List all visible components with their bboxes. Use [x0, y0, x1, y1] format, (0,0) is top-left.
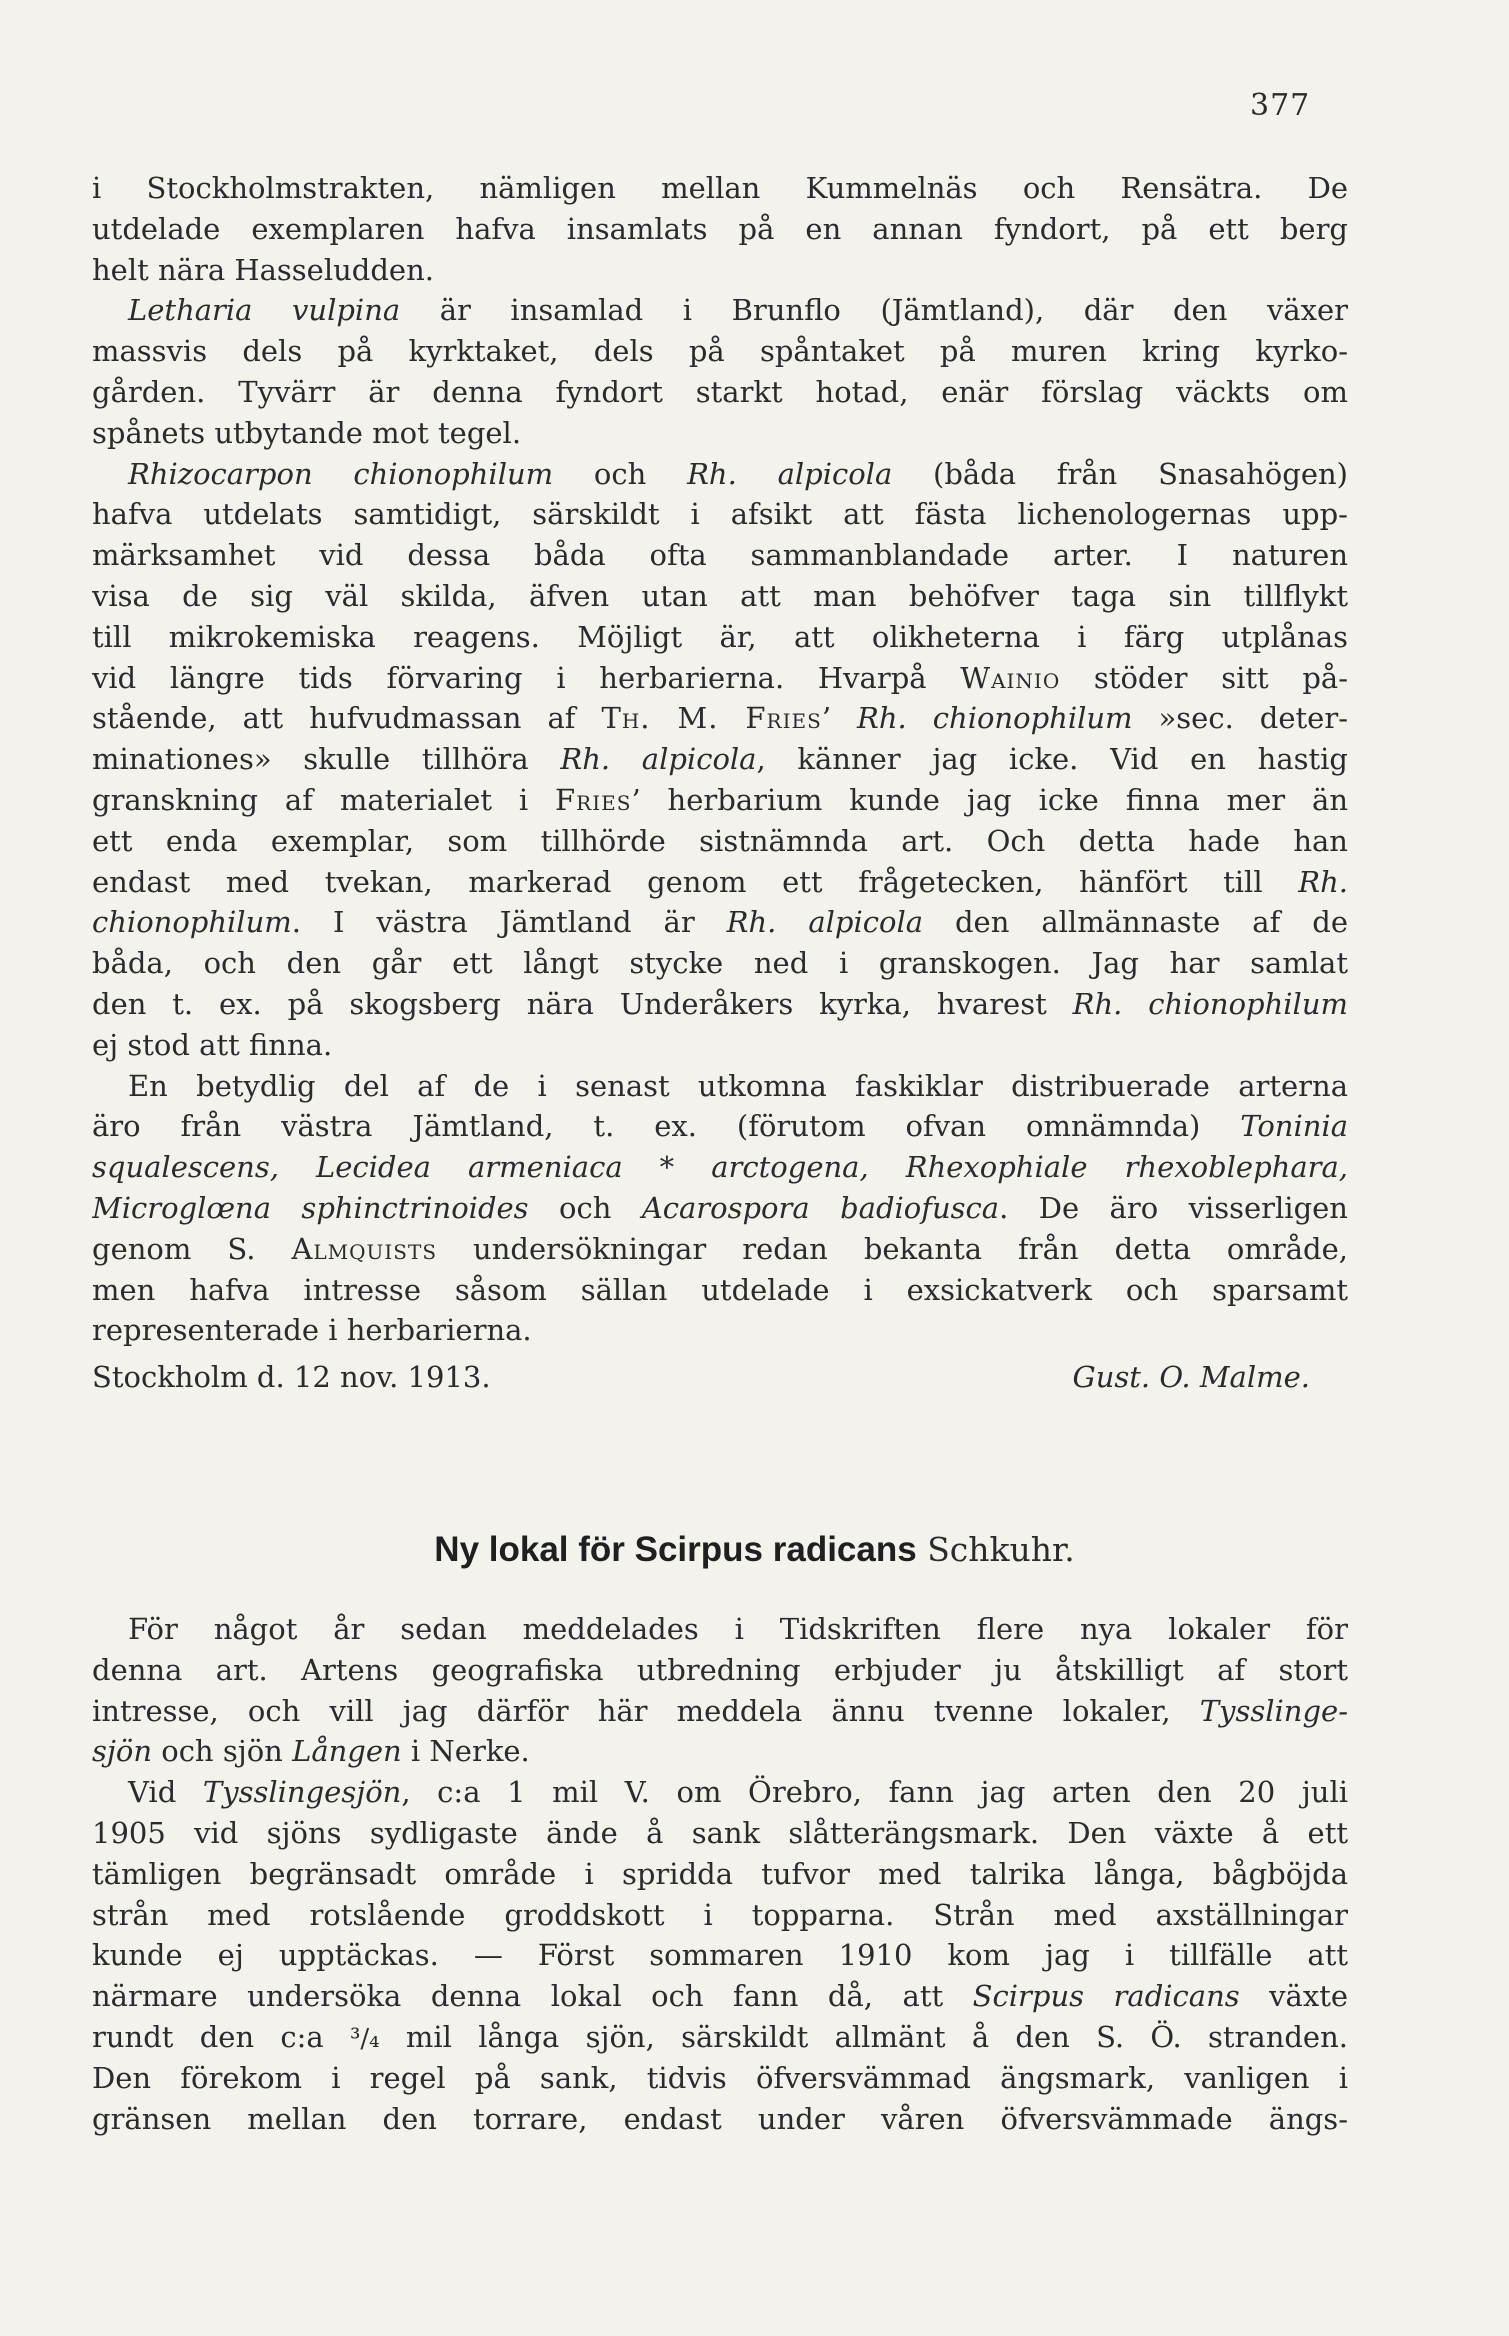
text-run: och sjön [152, 1734, 293, 1769]
text-line [92, 1976, 1348, 2017]
text-run: genom S. [92, 1231, 292, 1266]
text-run: ett enda exemplar, som tillhörde sistnämnda art. Och detta hade han [92, 823, 1348, 858]
italic-text: Rh. chionophilum [1072, 986, 1348, 1021]
text-line [92, 331, 1348, 372]
italic-text: Toninia [1240, 1109, 1348, 1144]
text-run: utdelade exemplaren hafva insamlats på en annan fyndort, på ett berg [92, 211, 1348, 246]
fraction: ³/₄ [349, 2023, 380, 2054]
text-run: helt nära Hasseludden. [92, 252, 434, 287]
text-run: märksamhet vid dessa båda ofta sammanblandade arter. I naturen [92, 538, 1348, 573]
text-run: och [528, 1190, 642, 1225]
text-run: Vid [128, 1775, 203, 1810]
text-line [92, 1772, 1348, 1813]
text-line [92, 290, 1348, 331]
text-line [92, 1310, 1348, 1351]
text-run: En betydlig del af de i senast utkomna faskiklar distribuerade arterna [128, 1068, 1348, 1103]
text-line [92, 576, 1348, 617]
text-run: växte [1239, 1979, 1348, 2014]
italic-text: Rh. alpicola [726, 905, 924, 940]
text-line [92, 780, 1348, 821]
text-run: i Stockholmstrakten, nämligen mellan Kummelnäs och Rensätra. De [92, 171, 1348, 205]
italic-text: Scirpus radicans [972, 1979, 1240, 2014]
text-run: visa de sig väl skilda, äfven utan att man behöfver taga sin tillflykt [92, 578, 1348, 613]
text-run: 1905 vid sjöns sydligaste ände å sank slåtterängsmark. Den växte å ett [92, 1815, 1348, 1850]
italic-text: Lången [292, 1734, 402, 1769]
text-line [92, 1691, 1348, 1732]
text-line [92, 454, 1348, 495]
small-caps-name: Wainio [960, 660, 1061, 695]
text-line [92, 658, 1348, 699]
text-run: äro från västra Jämtland, t. ex. (förutom ofvan omnämnda) [92, 1109, 1241, 1144]
text-line [92, 1229, 1348, 1270]
text-line [92, 2017, 1348, 2058]
text-run: gården. Tyvärr är denna fyndort starkt hotad, enär förslag väckts om [92, 374, 1348, 409]
small-caps-name: Fries [555, 782, 632, 817]
text-run: undersökningar redan bekanta från detta område, [437, 1231, 1348, 1266]
text-run: representerade i herbarierna. [92, 1313, 532, 1348]
text-line [92, 1066, 1348, 1107]
italic-text: Letharia vulpina [128, 293, 401, 328]
text-line [92, 1106, 1348, 1147]
text-run: men hafva intresse såsom sällan utdelade i exsickatverk och sparsamt [92, 1272, 1348, 1307]
text-run: granskning af materialet i [92, 782, 556, 817]
text-line [92, 1650, 1348, 1691]
text-line [92, 902, 1348, 943]
italic-text: chionophilum [92, 905, 292, 940]
text-line [92, 1935, 1348, 1976]
text-line [92, 494, 1348, 535]
text-line [92, 209, 1348, 250]
italic-text: Tysslinge- [1199, 1693, 1348, 1728]
article-continuation [92, 168, 1348, 1351]
text-run: ej stod att finna. [92, 1027, 333, 1062]
text-run: För något år sedan meddelades i Tidskriften flere nya lokaler för [128, 1612, 1348, 1646]
italic-text: Tysslingesjön [202, 1775, 402, 1810]
text-line [92, 617, 1348, 658]
text-line [92, 1731, 1348, 1772]
text-line [92, 984, 1348, 1025]
text-line [92, 1609, 1348, 1650]
text-run: stöder sitt på- [1060, 660, 1348, 695]
italic-text: sjön [92, 1734, 153, 1769]
text-run: mil långa sjön, särskildt allmänt å den S. Ö. stranden. [379, 2019, 1348, 2054]
text-run: kunde ej upptäckas. — Först sommaren 1910 kom jag i tillfälle att [92, 1938, 1348, 1973]
text-run: denna art. Artens geografiska utbredning erbjuder ju åtskilligt af stort [92, 1652, 1348, 1687]
text-run: gränsen mellan den torrare, endast under våren öfversvämmade ängs- [92, 2101, 1348, 2136]
text-run: den t. ex. på skogsberg nära Underåkers kyrka, hvarest [92, 986, 1073, 1021]
text-run: Den förekom i regel på sank, tidvis öfversvämmad ängsmark, vanligen i [92, 2060, 1348, 2095]
text-line [92, 2099, 1348, 2140]
text-run: , c:a 1 mil V. om Örebro, fann jag arten den 20 juli [401, 1775, 1348, 1810]
text-run: tämligen begränsadt område i spridda tufvor med talrika långa, bågböjda [92, 1856, 1348, 1891]
text-run: , känner jag icke. Vid en hastig [756, 742, 1348, 777]
heading-author: Schkuhr. [927, 1530, 1075, 1569]
text-line [92, 698, 1348, 739]
italic-text: squalescens, Lecidea armeniaca * arctogena, Rhexophiale rhexoblephara, [92, 1150, 1348, 1185]
text-line [92, 168, 1348, 209]
text-line [92, 1025, 1348, 1066]
text-line [92, 821, 1348, 862]
text-run: vid längre tids förvaring i herbarierna. Hvarpå [92, 660, 961, 695]
text-run: stående, att hufvudmassan af [92, 701, 602, 736]
italic-text: Rhizocarpon chionophilum [128, 456, 554, 491]
text-line [92, 739, 1348, 780]
signature-place-date: Stockholm d. 12 nov. 1913. [92, 1360, 491, 1394]
text-run: närmare undersöka denna lokal och fann då, att [92, 1979, 973, 2014]
text-run: minationes» skulle tillhöra [92, 742, 561, 777]
text-run: hafva utdelats samtidigt, särskildt i afsikt att fästa lichenologernas upp- [92, 497, 1348, 532]
text-run: »sec. deter- [1132, 701, 1348, 736]
text-run: intresse, och vill jag därför här meddela ännu tvenne lokaler, [92, 1693, 1200, 1728]
text-run: den allmännaste af de [923, 905, 1348, 940]
text-run: endast med tvekan, markerad genom ett frågetecken, hänfört till [92, 864, 1299, 899]
text-line [92, 1188, 1348, 1229]
text-run: är insamlad i Brunflo (Jämtland), där den växer [400, 293, 1348, 328]
text-line [92, 1854, 1348, 1895]
text-run: båda, och den går ett långt stycke ned i granskogen. Jag har samlat [92, 946, 1348, 981]
italic-text: Microglœna sphinctrinoides [92, 1190, 529, 1225]
signature-line [92, 1357, 1348, 1398]
text-run: spånets utbytande mot tegel. [92, 415, 522, 450]
italic-text: Rh. alpicola [687, 456, 893, 491]
text-line [92, 862, 1348, 903]
text-run: i Nerke. [401, 1734, 530, 1769]
text-run: strån med rotslående groddskott i topparna. Strån med axställningar [92, 1897, 1348, 1932]
text-line [92, 1895, 1348, 1936]
italic-text: Rh. alpicola [560, 742, 757, 777]
text-run: . I västra Jämtland är [291, 905, 727, 940]
text-run: . De äro visserligen [999, 1190, 1348, 1225]
signature-block [92, 1357, 1348, 1398]
text-run: ’ herbarium kunde jag icke finna mer än [631, 782, 1348, 817]
signature-author: Gust. O. Malme. [1072, 1360, 1310, 1394]
small-caps-name: Almquists [291, 1231, 438, 1266]
page-number: 377 [1250, 88, 1311, 123]
text-run: (båda från Snasahögen) [892, 456, 1348, 491]
text-line [92, 943, 1348, 984]
text-line [92, 1813, 1348, 1854]
text-run: ’ [821, 701, 858, 736]
section-heading [0, 1528, 1509, 1572]
text-line [92, 2058, 1348, 2099]
small-caps-name: Th. M. Fries [601, 701, 822, 736]
text-line [92, 413, 1348, 454]
italic-text: Acarospora badiofusca [641, 1190, 1000, 1225]
article-scirpus [92, 1609, 1348, 2139]
text-run: till mikrokemiska reagens. Möjligt är, att olikheterna i färg utplånas [92, 619, 1348, 654]
text-line [92, 372, 1348, 413]
text-line [92, 1270, 1348, 1311]
text-run: massvis dels på kyrktaket, dels på spåntaket på muren kring kyrko- [92, 334, 1348, 369]
text-run: och [553, 456, 688, 491]
text-line [92, 535, 1348, 576]
heading-title: Ny lokal för Scirpus radicans [434, 1530, 917, 1569]
text-line [92, 250, 1348, 291]
text-run: rundt den c:a [92, 2019, 350, 2054]
italic-text: Rh. [1298, 864, 1348, 899]
text-line [92, 1147, 1348, 1188]
italic-text: Rh. chionophilum [857, 701, 1133, 736]
